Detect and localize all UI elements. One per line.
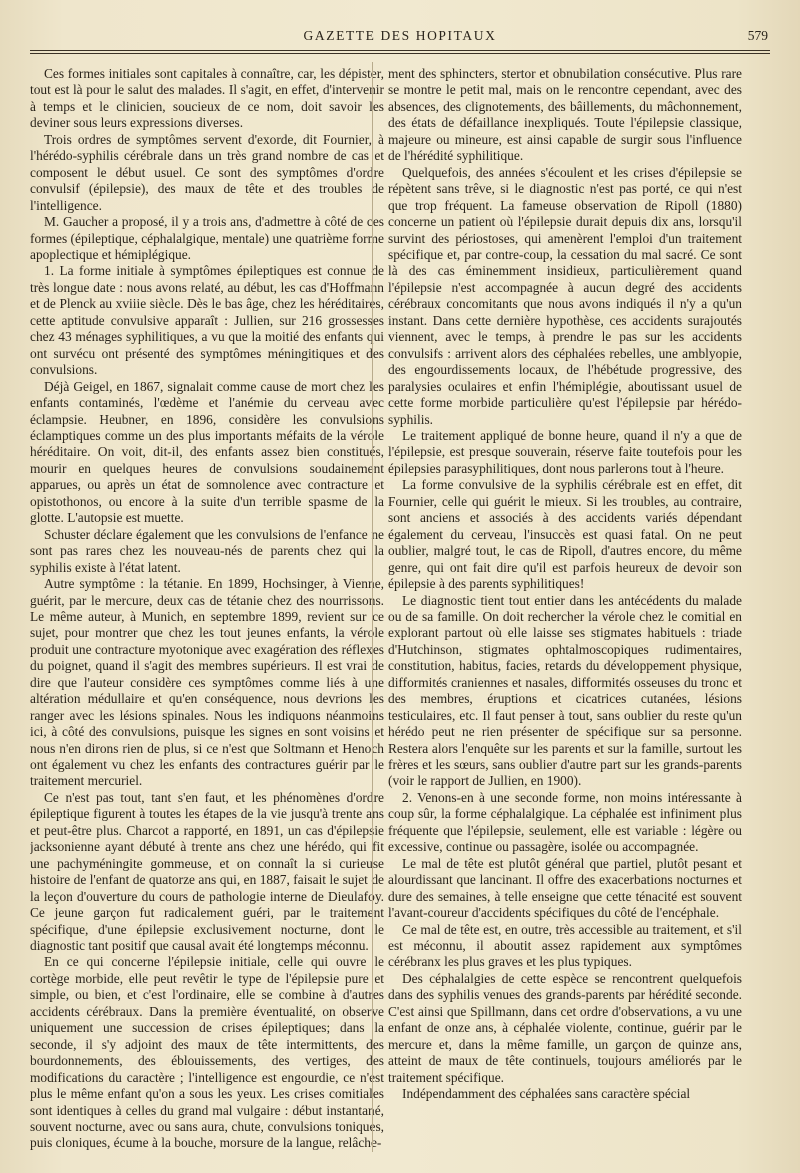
paragraph: Schuster déclare également que les convulsions de l'enfance ne sont pas rares chez les nouveau-nés de parents chez qui la syphilis existe à l'état latent. xyxy=(30,526,384,575)
paragraph: Le mal de tête est plutôt général que partiel, plutôt pesant et alourdissant que lancinant. Il offre des exacerbations nocturnes et dure des semaines, à telle enseigne que cette ténacité est souvent l'avant-coureur d'accidents spécifiques du côté de l'encéphale. xyxy=(388,855,742,921)
paragraph: M. Gaucher a proposé, il y a trois ans, d'admettre à côté de ces formes (épileptique, céphalalgique, mentale) une quatrième forme apoplectique et hémiplégique. xyxy=(30,214,384,262)
paragraph: Le diagnostic tient tout entier dans les antécédents du malade ou de sa famille. On doit rechercher la vérole chez le comitial en explorant partout où elle laisse ses stigmates habituels : triade d'Hutchinson, stigmates ophtalmoscopiques rudimentaires, constitution, habitus, facies, retards du développement physique, difformités craniennes et nasales, difformités osseuses du tronc et des membres, éruptions et cicatrices cutanées, lésions testiculaires, etc. Il faut penser à tout, sans oublier du reste qu'un hérédo peut ne rien présenter de spécifique sur sa personne. Restera alors l'enquête sur les parents et sur la famille, surtout les frères et les sœurs, sans oublier d'autre part sur les grands-parents (voir le rapport de Jullien, en 1900). xyxy=(388,592,742,789)
paragraph: Ces formes initiales sont capitales à connaître, car, les dépister, tout est là pour le salut des malades. Il s'agit, en effet, d'intervenir à temps et le clinicien, soucieux de ce nom, doit savoir les deviner sous leurs expressions diverses. xyxy=(30,66,384,131)
paragraph: Ce mal de tête est, en outre, très accessible au traitement, et s'il est méconnu, il aboutit assez rapidement aux symptômes cérébranx les plus graves et les plus typiques. xyxy=(388,921,742,970)
page-header xyxy=(30,28,770,50)
paragraph: Indépendamment des céphalées sans caractère spécial xyxy=(402,1086,691,1102)
header-rule-top xyxy=(30,50,770,51)
right-column xyxy=(388,66,742,1161)
paragraph: Déjà Geigel, en 1867, signalait comme cause de mort chez les enfants contaminés, l'œdème et l'anémie du cerveau avec éclampsie. Heubner, en 1896, considère les convulsions éclamptiques comme un des plus importants méfaits de la vérole héréditaire. On voit, dit-il, des enfants assez bien constitués, mourir en quelques heures de convulsions soudainement apparues, ou après un état de somnolence avec contracture et opistothonos, ou encore à la suite d'un terrible spasme de la glotte. L'autopsie est muette. xyxy=(30,378,384,526)
paragraph: 2. Venons-en à une seconde forme, non moins intéressante à coup sûr, la forme céphalalgique. La céphalée est infiniment plus fréquente que l'épilepsie, seulement, elle est variable : légère ou excessive, continue ou passagère, isolée ou accompagnée. xyxy=(388,789,742,855)
paragraph: Ce n'est pas tout, tant s'en faut, et les phénomènes d'ordre épileptique figurent à toutes les étapes de la vie jusqu'à trente ans et peut-être plus. Charcot a rapporté, en 1891, un cas d'épilepsie jacksonienne ayant débuté à trente ans chez une hérédo, qui fit une pachyméningite gommeuse, et on connaît la si curieuse histoire de l'enfant de quatorze ans qui, en 1887, faisait le sujet de la leçon d'ouverture du cours de pathologie interne de Dieulafoy. Ce jeune garçon fut radicalement guéri, par le traitement spécifique, d'une épilepsie exclusivement nocturne, dont le diagnostic tant positif que causal avait été longtemps méconnu. xyxy=(30,789,384,954)
paragraph: Autre symptôme : la tétanie. En 1899, Hochsinger, à Vienne, guérit, par le mercure, deux cas de tétanie chez des nourrissons. Le même auteur, à Munich, en septembre 1899, revient sur ce sujet, pour montrer que chez les tout jeunes enfants, la vérole produit une contracture myotonique avec exagération des réflexes du poignet, quand il s'agit des membres supérieurs. Il est vrai de dire que l'auteur considère ces symptômes comme liés à une altération médullaire et qu'en conséquence, nous devrions les ranger avec les lésions spinales. Nous les indiquons néanmoins ici, à côté des convulsions, puisque les signes en sont voisins et nous n'en dirons rien de plus, si ce n'est que Soltmann et Henoch ont également vu chez les enfants des contractures guérir par le traitement mercuriel. xyxy=(30,576,384,789)
paragraph: Quelquefois, des années s'écoulent et les crises d'épilepsie se répètent sans trêve, si le diagnostic n'est pas porté, ce qui n'est que trop fréquent. La fameuse observation de Ripoll (1880) concerne un patient où l'épilepsie durait depuis dix ans, lorsqu'il survint des périostoses, qui amenèrent l'emploi d'un traitement spécifique et, par contre-coup, la cessation du mal sacré. Ce sont là des cas éminemment insidieux, particulièrement quand l'épilepsie n'est accompagnée à aucun degré des accidents cérébraux concomitants que nous avons indiqués il n'y a qu'un instant. Dans cette dernière hypothèse, ces accidents surajoutés viennent, avec le temps, à prendre le pas sur les accidents convulsifs : arrivent alors des céphalées rebelles, une amblyopie, des engourdissements locaux, de l'hébétude progressive, des paralysies oculaires et enfin l'hémiplégie, aboutissant usuel de cette forme morbide particulière qu'est l'épilepsie par hérédo-syphilis. xyxy=(388,164,742,427)
header-rule-bottom xyxy=(30,53,770,54)
journal-title: GAZETTE DES HOPITAUX xyxy=(303,28,497,43)
paragraph: La forme convulsive de la syphilis cérébrale est en effet, dit Fournier, celle qui guérit le mieux. Si les troubles, au contraire, sont anciens et associés à des accidents variés dépendant également du cerveau, l'insuccès est quasi fatal. On ne peut oublier, malgré tout, le cas de Ripoll, d'autres encore, du même genre, qui ont fait dire qu'il est parfois heureux de devoir son épilepsie à des parents syphilitiques! xyxy=(388,477,742,592)
paragraph: ment des sphincters, stertor et obnubilation consécutive. Plus rare se montre le petit mal, mais on le rencontre cependant, avec des absences, des clignotements, des bâillements, du mâchonnement, des états de défaillance inexpliqués. Toute l'épilepsie classique, majeure ou mineure, est ainsi capable de surgir sous l'influence de l'hérédité syphilitique. xyxy=(388,66,742,164)
paragraph: Le traitement appliqué de bonne heure, quand il n'y a que de l'épilepsie, est presque souverain, réserve faite toutefois pour les épilepsies parasyphilitiques, dont nous parlerons tout à l'heure. xyxy=(388,427,742,476)
paragraph: Des céphalalgies de cette espèce se rencontrent quelquefois dans des syphilis venues des grands-parents par hérédité seconde. C'est ainsi que Spillmann, dans cet ordre d'observations, a vu une enfant de onze ans, à céphalée violente, continue, guérir par le mercure et, dans la même famille, un garçon de quinze ans, atteint de maux de tête continuels, toujours améliorés par le traitement spécifique. xyxy=(388,970,742,1085)
paragraph: Trois ordres de symptômes servent d'exorde, dit Fournier, à l'hérédo-syphilis cérébrale dans un très grand nombre de cas et composent le début usuel. Ce sont des symptômes d'ordre convulsif (épilepsie), des maux de tête et des troubles de l'intelligence. xyxy=(30,131,384,213)
column-divider xyxy=(372,62,373,1152)
page-number: 579 xyxy=(747,28,768,43)
paragraph: En ce qui concerne l'épilepsie initiale, celle qui ouvre le cortège morbide, elle peut revêtir le type de l'épilepsie pure et simple, ou bien, et c'est l'ordinaire, elle se combine à d'autres accidents cérébraux. Dans la première éventualité, on observe uniquement une succession de crises épileptiques; dans la seconde, il s'y adjoint des maux de tête intermittents, des bourdonnements, des éblouissements, des vertiges, des modifications du caractère ; l'intelligence est engourdie, ce n'est plus le même enfant qu'on a sous les yeux. Les crises comitiales sont identiques à celles du grand mal vulgaire : début instantané, souvent nocturne, avec ou sans aura, chute, convulsions toniques, puis cloniques, écume à la bouche, morsure de la langue, relâche- xyxy=(30,954,384,1151)
paragraph: 1. La forme initiale à symptômes épileptiques est connue de très longue date : nous avons relaté, au début, les cas d'Hoffmann et de Plenck au xviiie siècle. Dès le bas âge, chez les héréditaires, cette aptitude convulsive apparaît : Jullien, sur 216 grossesses chez 43 ménages syphilitiques, a vu que la moitié des enfants qui ont survécu ont présenté des symptômes méningitiques et des convulsions. xyxy=(30,263,384,378)
left-column xyxy=(30,66,384,1161)
